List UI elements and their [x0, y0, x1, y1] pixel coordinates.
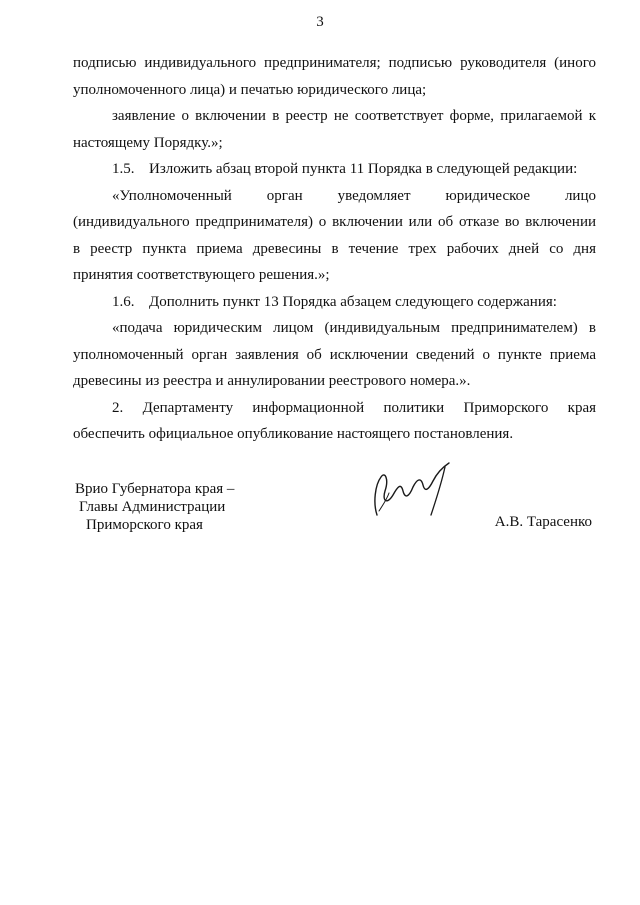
- text-line: «Уполномоченный орган уведомляет юридическое лицо: [112, 187, 596, 204]
- text-line: (индивидуального предпринимателя) о включении или об отказе во включении: [73, 214, 596, 230]
- paragraph-text: Дополнить пункт 13 Порядка абзацем следующего содержания:: [149, 293, 557, 310]
- text-line: обеспечить официальное опубликование настоящего постановления.: [73, 426, 514, 442]
- signatory-title-line: Главы Администрации: [79, 499, 226, 515]
- signatory-name: А.В. Тарасенко: [494, 514, 592, 530]
- signatory-title-line: Врио Губернатора края –: [75, 481, 235, 497]
- text-line: «подача юридическим лицом (индивидуальным предпринимателем) в: [112, 320, 596, 336]
- paragraph-1-6: [73, 289, 596, 316]
- text-line: 2. Департаменту информационной политики Приморского края: [112, 399, 596, 416]
- handwritten-signature: [365, 455, 460, 525]
- text-line: подписью индивидуального предпринимателя; подписью руководителя (иного: [73, 55, 596, 71]
- text-line: древесины из реестра и аннулировании реестрового номера.».: [73, 373, 471, 389]
- document-body: [73, 50, 596, 448]
- signatory-title: [73, 480, 234, 534]
- text-line: в реестр пункта приема древесины в течение трех рабочих дней со дня: [73, 240, 596, 257]
- text-line: уполномоченного лица) и печатью юридического лица;: [73, 81, 427, 98]
- paragraph-number: 1.6.: [112, 293, 135, 310]
- paragraph-text: Изложить абзац второй пункта 11 Порядка в следующей редакции:: [149, 161, 578, 177]
- text-line: принятия соответствующего решения.»;: [73, 267, 330, 283]
- page-number: 3: [316, 14, 324, 30]
- signatory-title-line: Приморского края: [86, 517, 203, 533]
- paragraph-1-5: [73, 156, 596, 183]
- text-line: уполномоченный орган заявления об исключении сведений о пункте приема: [73, 346, 596, 363]
- text-line: заявление о включении в реестр не соответствует форме, прилагаемой к: [112, 108, 596, 124]
- paragraph-number: 1.5.: [112, 161, 135, 177]
- text-line: настоящему Порядку.»;: [73, 134, 223, 151]
